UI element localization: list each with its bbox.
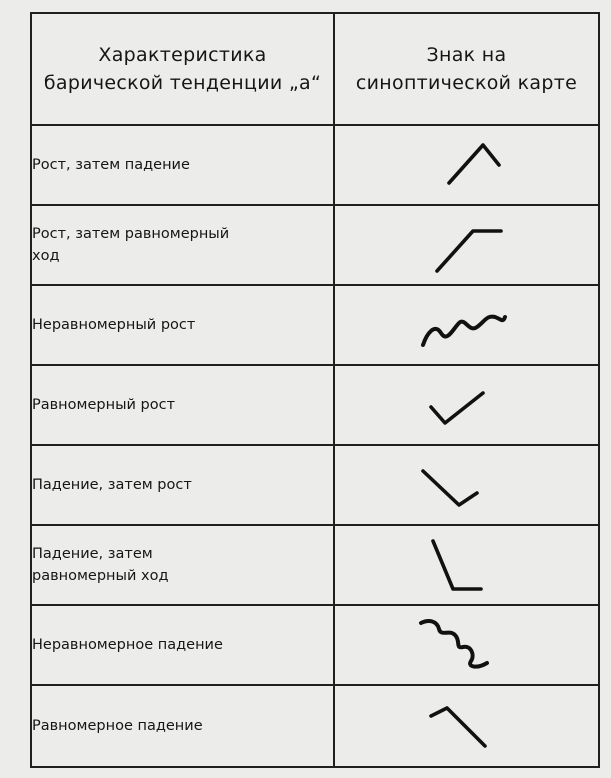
table-row (31, 125, 599, 205)
table-row (31, 365, 599, 445)
steady-rise-icon (407, 373, 527, 437)
table-row (31, 605, 599, 685)
row-label: Рост, затем равномерный ход (31, 205, 334, 285)
rise-then-fall-icon (407, 133, 527, 197)
table-header-row (31, 13, 599, 125)
row-label: Падение, затем равномерный ход (31, 525, 334, 605)
table-row (31, 445, 599, 525)
table-row (31, 205, 599, 285)
row-label: Равномерный рост (31, 365, 334, 445)
row-label: Рост, затем падение (31, 125, 334, 205)
row-label: Неравномерное падение (31, 605, 334, 685)
sign-cell (334, 685, 599, 767)
header-characteristic: Характеристика барической тенденции „а“ (31, 13, 334, 125)
fall-then-steady-icon (407, 533, 527, 597)
table-row (31, 285, 599, 365)
sign-cell (334, 125, 599, 205)
unsteady-rise-icon (407, 293, 527, 357)
table-row (31, 525, 599, 605)
fall-then-rise-icon (407, 453, 527, 517)
row-label: Равномерное падение (31, 685, 334, 767)
sign-cell (334, 525, 599, 605)
sign-cell (334, 205, 599, 285)
barometric-tendency-table (30, 12, 600, 768)
sign-cell (334, 605, 599, 685)
sign-cell (334, 445, 599, 525)
steady-fall-icon (407, 694, 527, 758)
rise-then-steady-icon (407, 213, 527, 277)
table-row (31, 685, 599, 767)
sign-cell (334, 285, 599, 365)
header-sign: Знак на синоптической карте (334, 13, 599, 125)
unsteady-fall-icon (407, 613, 527, 677)
row-label: Неравномерный рост (31, 285, 334, 365)
row-label: Падение, затем рост (31, 445, 334, 525)
sign-cell (334, 365, 599, 445)
